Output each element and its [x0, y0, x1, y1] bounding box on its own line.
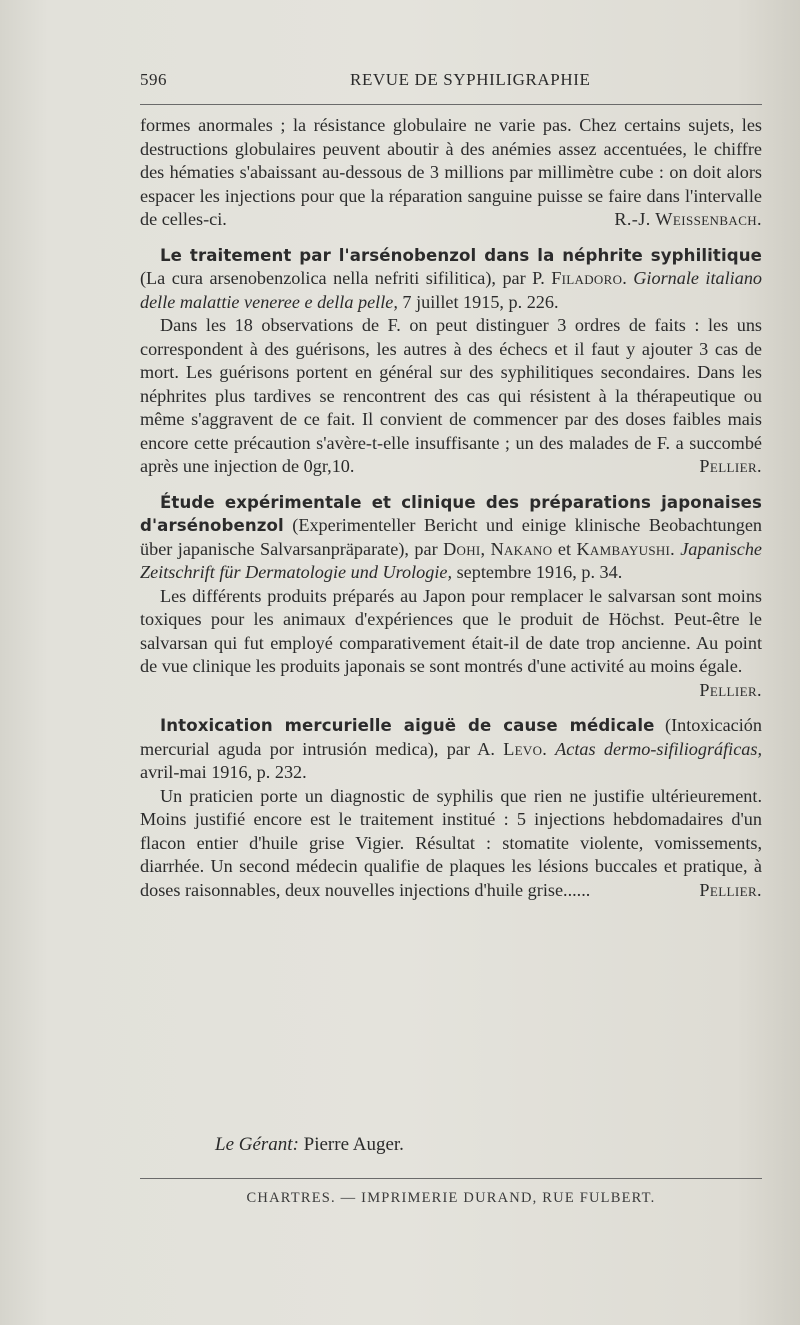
article-heading: Le traitement par l'arsénobenzol dans la néphrite syphilitique: [160, 245, 762, 265]
article-citation: [140, 714, 762, 785]
author-name: Kambayushi: [576, 538, 671, 559]
article-citation: [140, 491, 762, 585]
citation-text: et: [552, 538, 577, 559]
gerant-line: [215, 1134, 404, 1156]
article-continuation-text: formes anormales ; la résistance globulaire ne varie pas. Chez certains sujets, les destructions globulaires peuvent aboutir à des anémies assez accentuées, le chiffre des hématies s'abaissant au-dessous de 3 millions par millimètre cube : on doit alors espacer les injections pour que la réparation sanguine puisse se faire dans l'intervalle de celles-ci.: [140, 115, 762, 229]
journal-title: Actas dermo-sifiliográficas,: [555, 738, 763, 759]
article-abstract: [140, 585, 762, 700]
article-signature: Pellier.: [699, 679, 762, 700]
running-header: [140, 66, 760, 94]
page-number: 596: [140, 70, 167, 89]
gerant-label: Le Gérant:: [215, 1134, 299, 1155]
article-abstract: [140, 785, 762, 903]
article-signature: R.-J. Weissenbach.: [614, 209, 762, 229]
journal-title: Japanische Zeitschrift für Dermatologie und Urologie,: [140, 538, 763, 582]
author-name: Dohi: [443, 538, 481, 559]
citation-date: 7 juillet 1915, p. 226.: [397, 291, 559, 312]
author-name: Levo: [503, 738, 543, 759]
footer-rule: [140, 1178, 762, 1179]
citation-text: (Intoxicación mercurial aguda por intrusión medica), par A.: [140, 715, 762, 759]
citation-text: ,: [480, 538, 491, 559]
printer-imprint: CHARTRES. — IMPRIMERIE DURAND, RUE FULBERT.: [246, 1190, 656, 1206]
page-body: [140, 114, 762, 902]
article-abstract: [140, 314, 762, 479]
header-rule: [140, 104, 762, 105]
article-signature: Pellier.: [699, 879, 762, 900]
citation-text: .: [622, 268, 634, 288]
article-abstract-text: Un praticien porte un diagnostic de syphilis que rien ne justifie ultérieurement. Moins justifié encore est le traitement institué : 5 injections hebdomadaires d'un flacon entier d'huile grise Vigier. Résultat : stomatite violente, vomissements, diarrhée. Un second médecin qualifie de plaques les lésions buccales et pratique, à doses raisonnables, deux nouvelles injections d'huile grise......: [140, 785, 762, 900]
citation-date: avril-mai 1916, p. 232.: [140, 762, 307, 782]
citation-date: septembre 1916, p. 34.: [452, 562, 623, 582]
citation-text: .: [542, 738, 556, 759]
article-heading: Étude expérimentale et clinique des préparations japonaises d'arsénobenzol: [140, 492, 762, 535]
article-citation: [140, 244, 762, 315]
journal-title: Giornale italiano delle malattie veneree e della pelle,: [140, 268, 763, 312]
author-name: Nakano: [490, 538, 553, 559]
gerant-name: Pierre Auger.: [303, 1134, 404, 1155]
article-abstract-text: Les différents produits préparés au Japon pour remplacer le salvarsan sont moins toxiques pour les animaux d'expériences que le produit de Höchst. Peut-être le salvarsan qui fut employé comparativement était-il de date trop ancienne. Au point de vue clinique les produits japonais se sont montrés d'une activité au moins égale.: [140, 585, 762, 676]
author-name: Filadoro: [551, 268, 623, 288]
citation-text: (La cura arsenobenzolica nella nefriti sifilitica), par P.: [140, 268, 552, 288]
article-abstract-text: Dans les 18 observations de F. on peut distinguer 3 ordres de faits : les uns correspondent à des guérisons, les autres à des échecs et il faut y ajouter 3 cas de mort. Les guérisons portent en général sur des syphilitiques secondaires. Dans les néphrites plus tardives se rencontrent des cas qui résistent à la thérapeutique ou même s'aggravent de ce fait. Il convient de commencer par des doses faibles mais encore cette précaution s'avère-t-elle insuffisante ; un des malades de F. a succombé après une injection de 0gr,10.: [140, 315, 762, 476]
running-title: REVUE DE SYPHILIGRAPHIE: [350, 70, 591, 89]
citation-text: .: [670, 538, 681, 559]
article-signature: Pellier.: [699, 456, 762, 476]
article-heading: Intoxication mercurielle aiguë de cause médicale: [160, 716, 655, 735]
citation-text: (Experimenteller Bericht und einige klinische Beobachtungen über japanische Salvarsanpräparate), par: [140, 515, 762, 559]
article-continuation: [140, 114, 762, 232]
